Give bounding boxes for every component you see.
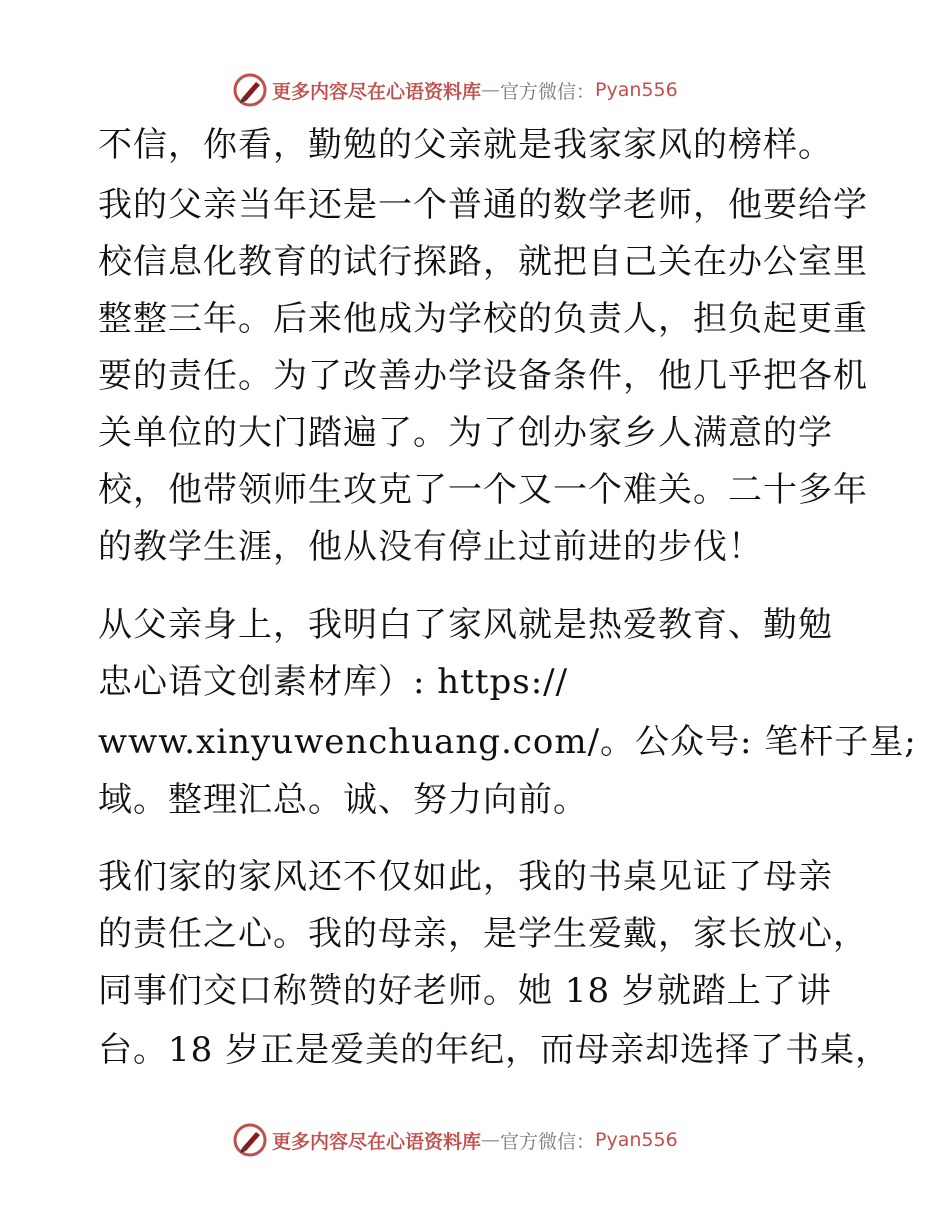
text-line: 不信，你看，勤勉的父亲就是我家家风的榜样。 — [98, 125, 833, 165]
text-line: 我们家的家风还不仅如此，我的书桌见证了母亲 — [98, 857, 833, 897]
text-line: 忠心语文创素材库）: https:// — [98, 662, 569, 702]
text-line: 关单位的大门踏遍了。为了创办家乡人满意的学 — [98, 413, 833, 453]
text-line: 的教学生涯，他从没有停止过前进的步伐！ — [98, 527, 763, 567]
banner-wechat-id: Pyan556 — [595, 1129, 678, 1151]
text-line: www.xinyuwenchuang.com/。公众号: 笔杆子星; — [98, 722, 917, 762]
pen-logo-icon — [232, 1122, 268, 1158]
text-line: 校信息化教育的试行探路，就把自己关在办公室里 — [98, 242, 868, 282]
text-line: 要的责任。为了改善办学设备条件，他几乎把各机 — [98, 356, 868, 396]
banner-wechat-id: Pyan556 — [595, 79, 678, 101]
banner-sub-text: 官方微信： — [500, 80, 596, 103]
text-line: 台。18 岁正是爱美的年纪，而母亲却选择了书桌， — [98, 1030, 891, 1070]
banner-sub-text: 官方微信： — [500, 1130, 596, 1153]
text-line: 的责任之心。我的母亲，是学生爱戴，家长放心， — [98, 914, 868, 954]
text-line: 整整三年。后来他成为学校的负责人，担负起更重 — [98, 299, 868, 339]
pen-logo-icon — [232, 72, 268, 108]
header-banner — [232, 70, 752, 110]
banner-main-text: 更多内容尽在心语资料库 — [272, 1130, 482, 1153]
banner-main-text: 更多内容尽在心语资料库 — [272, 80, 482, 103]
text-line: 从父亲身上，我明白了家风就是热爱教育、勤勉 — [98, 605, 833, 645]
text-line: 校，他带领师生攻克了一个又一个难关。二十多年 — [98, 470, 868, 510]
banner-dash: — — [481, 79, 501, 101]
footer-banner — [232, 1120, 752, 1160]
text-line: 我的父亲当年还是一个普通的数学老师，他要给学 — [98, 185, 868, 225]
text-line: 域。整理汇总。诚、努力向前。 — [98, 780, 588, 820]
text-line: 同事们交口称赞的好老师。她 18 岁就踏上了讲 — [98, 971, 832, 1011]
banner-dash: — — [481, 1129, 501, 1151]
